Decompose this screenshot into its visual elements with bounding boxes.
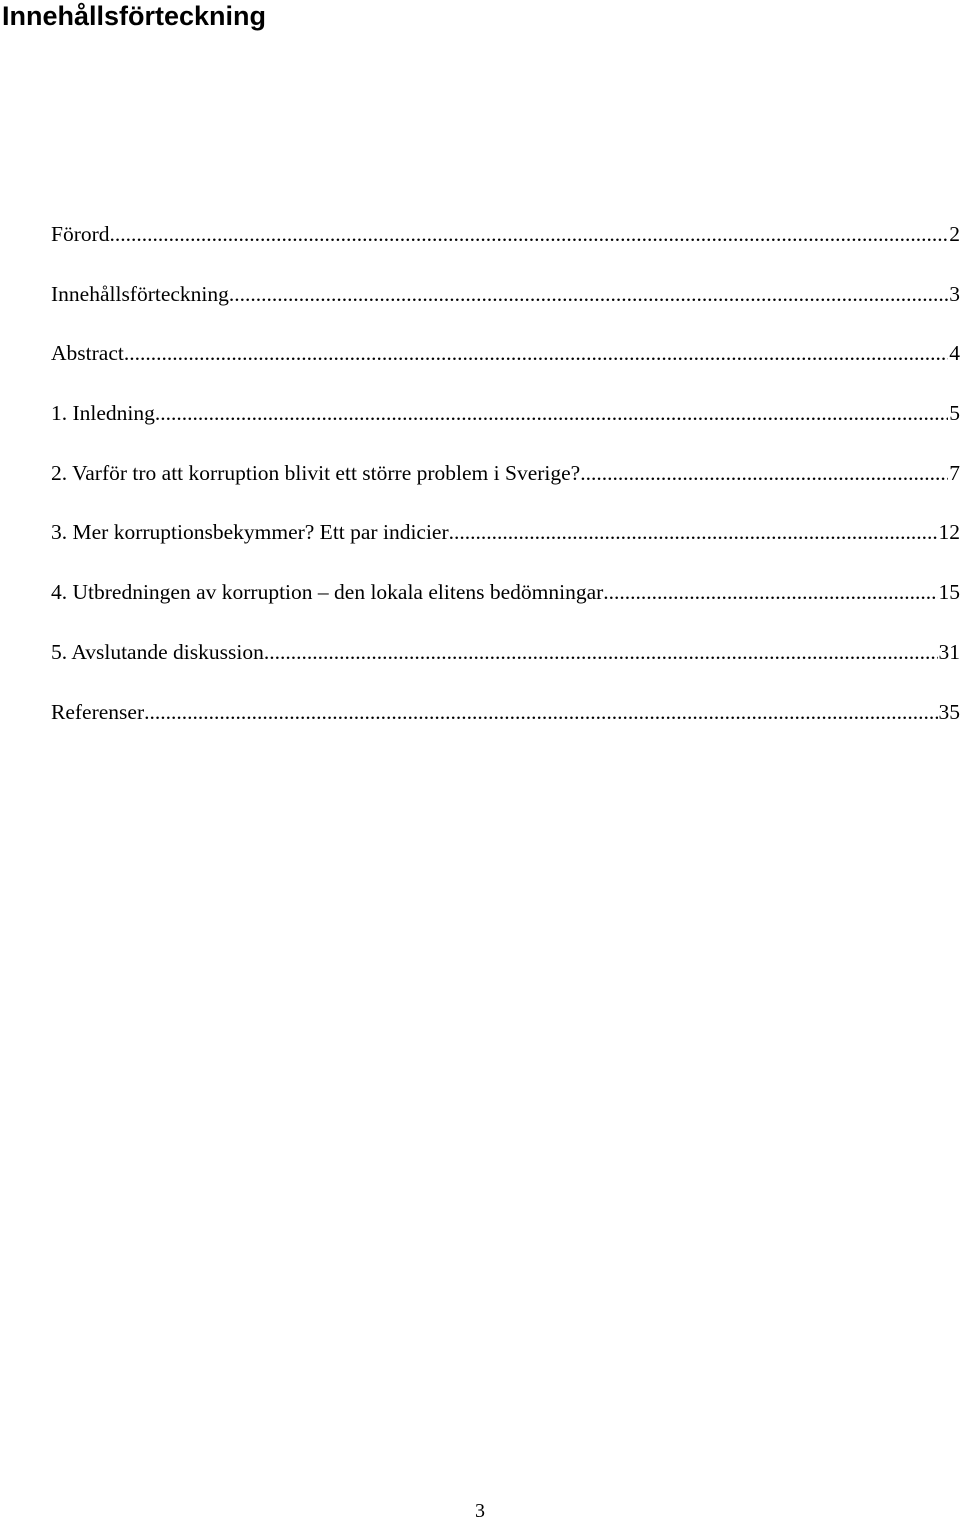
toc-entry-forord[interactable] <box>51 218 960 278</box>
toc-dot-leader <box>264 636 938 668</box>
toc-entry-abstract[interactable] <box>51 337 960 397</box>
toc-entry-referenser[interactable] <box>51 696 960 756</box>
toc-entry-page: 2 <box>948 218 960 250</box>
toc-entry-title: 2. Varför tro att korruption blivit ett större problem i Sverige? <box>51 457 580 489</box>
toc-entry-title: Innehållsförteckning <box>51 278 229 310</box>
toc-dot-leader <box>449 516 938 548</box>
toc-entry-innehallsforteckning[interactable] <box>51 278 960 338</box>
toc-entry-inledning[interactable] <box>51 397 960 457</box>
toc-entry-korruptionsbekymmer[interactable] <box>51 516 960 576</box>
toc-dot-leader <box>144 696 937 728</box>
page-heading: Innehållsförteckning <box>2 0 266 33</box>
toc-entry-title: Referenser <box>51 696 144 728</box>
toc-entry-varfor-korruption[interactable] <box>51 457 960 517</box>
toc-entry-page: 5 <box>948 397 960 429</box>
toc-entry-page: 7 <box>948 457 960 489</box>
toc-entry-title: 1. Inledning <box>51 397 155 429</box>
toc-dot-leader <box>124 337 948 369</box>
toc-entry-page: 3 <box>948 278 960 310</box>
toc-entry-title: Förord <box>51 218 110 250</box>
toc-entry-page: 15 <box>938 576 960 608</box>
toc-entry-page: 12 <box>938 516 960 548</box>
table-of-contents <box>51 218 960 755</box>
toc-dot-leader <box>229 278 948 310</box>
toc-entry-utbredningen[interactable] <box>51 576 960 636</box>
page-number: 3 <box>0 1497 960 1525</box>
toc-dot-leader <box>155 397 948 429</box>
toc-entry-title: 3. Mer korruptionsbekymmer? Ett par indicier <box>51 516 449 548</box>
toc-dot-leader <box>110 218 949 250</box>
toc-entry-page: 31 <box>938 636 960 668</box>
toc-entry-title: Abstract <box>51 337 124 369</box>
toc-entry-title: 4. Utbredningen av korruption – den lokala elitens bedömningar <box>51 576 603 608</box>
toc-dot-leader <box>580 457 948 489</box>
toc-dot-leader <box>603 576 937 608</box>
toc-entry-title: 5. Avslutande diskussion <box>51 636 264 668</box>
toc-entry-avslutande-diskussion[interactable] <box>51 636 960 696</box>
toc-entry-page: 4 <box>948 337 960 369</box>
toc-entry-page: 35 <box>938 696 960 728</box>
